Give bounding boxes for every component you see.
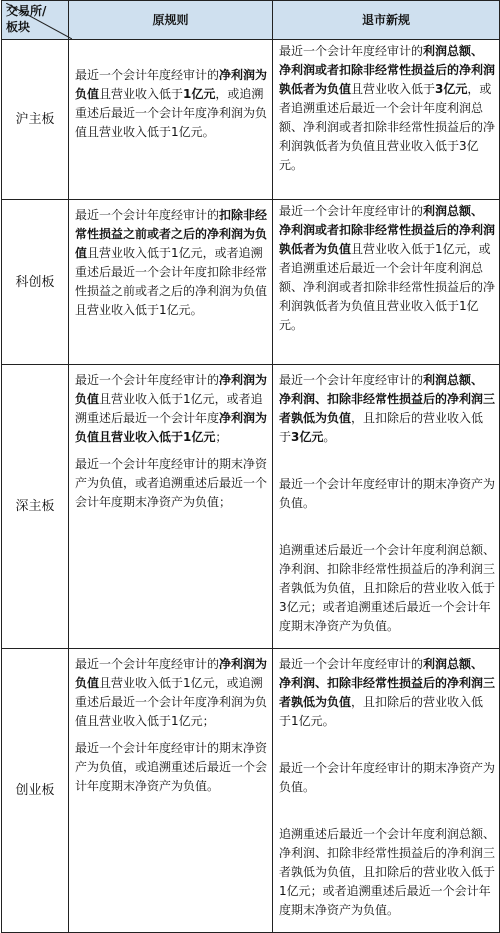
text: 追溯重述后最近一个会计年度利润总额、净利润、扣除非经常性损益后的净利润三者孰低为负值，且扣除后的营业收入低于1亿元；或者追溯重述后最近一个会计年度期末净资产为负值。 [279, 827, 496, 917]
text: ，或者追溯重述后最近一个会计年度利润总额、净利润或者扣除非经常性损益后的净利润孰低者为负值且营业收入低于3亿元。 [279, 82, 496, 172]
table-row [2, 649, 500, 933]
bold-text: 1亿元 [183, 87, 216, 101]
bold-text: 3亿元 [435, 82, 468, 96]
board-name-cell: 沪主板 [2, 40, 69, 200]
text: 最近一个会计年度经审计的 [279, 44, 424, 58]
delisting-rules-table [1, 0, 500, 933]
text: 最近一个会计年度经审计的 [75, 373, 220, 387]
rule-paragraph [279, 541, 495, 636]
bold-text: 净利润为负值且营业收入低于1亿元 [75, 411, 268, 444]
bold-text: 净利润为负值 [75, 68, 268, 101]
rule-paragraph [75, 206, 268, 320]
rule-paragraph [279, 825, 495, 920]
board-name-cell: 科创板 [2, 200, 69, 365]
table-row [2, 365, 500, 649]
bold-text: 净利润为负值 [75, 657, 268, 690]
text: 且营业收入低于1亿元，或者追溯重述后最近一个会计年度 [75, 392, 263, 425]
new-rule-cell [273, 40, 500, 200]
header-corner-top: 交易所/ [6, 4, 47, 18]
board-name-cell: 创业板 [2, 649, 69, 933]
header-row [2, 1, 500, 40]
text: 且营业收入低于1亿元，或者追溯重述后最近一个会计年度利润总额、净利润或者扣除非经常性损益后的净利润孰低者为负值且营业收入低于1亿元。 [279, 242, 496, 332]
text: 且营业收入低于1亿元，或者追溯重述后最近一个会计年度扣除非经常性损益之前或者之后的净利润为负值且营业收入低于1亿元。 [75, 246, 268, 317]
header-old-rules: 原规则 [69, 1, 273, 40]
old-rule-cell [69, 365, 273, 649]
text: 最近一个会计年度经审计的期末净资产为负值。 [279, 477, 496, 510]
rule-paragraph [75, 66, 268, 142]
bold-text: 3亿元 [291, 430, 324, 444]
text: 且营业收入低于 [99, 87, 184, 101]
rule-paragraph [279, 759, 495, 797]
new-rule-cell [273, 365, 500, 649]
text: 最近一个会计年度经审计的期末净资产为负值，或追溯重述后最近一个会计年度期末净资产为负值。 [75, 741, 268, 793]
bold-text: 利润总额、净利润或者扣除非经常性损益后的净利润孰低者为负值 [279, 44, 496, 96]
bold-text: 利润总额、净利润、扣除非经常性损益后的净利润三者孰低为负值 [279, 373, 496, 425]
header-corner-cell [2, 1, 69, 40]
bold-text: 净利润为负值 [75, 373, 268, 406]
board-name-cell: 深主板 [2, 365, 69, 649]
rule-paragraph [75, 739, 268, 796]
text: 最近一个会计年度经审计的 [75, 208, 220, 222]
text: ，或追溯重述后最近一个会计年度净利润为负值且营业收入低于1亿元。 [75, 87, 268, 139]
new-rule-cell [273, 200, 500, 365]
old-rule-cell [69, 649, 273, 933]
table-row [2, 40, 500, 200]
text: 最近一个会计年度经审计的 [75, 657, 220, 671]
text: ； [215, 430, 228, 444]
bold-text: 利润总额、净利润、扣除非经常性损益后的净利润三者孰低为负值 [279, 657, 496, 709]
old-rule-cell [69, 200, 273, 365]
text: 。 [323, 430, 336, 444]
text: ，且扣除后的营业收入低于1亿元。 [279, 695, 484, 728]
text: 最近一个会计年度经审计的 [75, 68, 220, 82]
old-rule-cell [69, 40, 273, 200]
rule-paragraph [75, 655, 268, 731]
text: 最近一个会计年度经审计的 [279, 204, 424, 218]
bold-text: 扣除非经常性损益之前或者之后的净利润为负值 [75, 208, 268, 260]
table-row [2, 200, 500, 365]
text: 最近一个会计年度经审计的 [279, 657, 424, 671]
text: 最近一个会计年度经审计的期末净资产为负值。 [279, 761, 496, 794]
text: ，且扣除后的营业收入低于 [279, 411, 484, 444]
text: 最近一个会计年度经审计的期末净资产为负值，或者追溯重述后最近一个会计年度期末净资产为负值； [75, 457, 268, 509]
text: 且营业收入低于 [351, 82, 436, 96]
rule-paragraph [279, 202, 495, 335]
text: 且营业收入低于1亿元，或追溯重述后最近一个会计年度净利润为负值且营业收入低于1亿元； [75, 676, 268, 728]
text: 追溯重述后最近一个会计年度利润总额、净利润、扣除非经常性损益后的净利润三者孰低为负值，且扣除后的营业收入低于3亿元；或者追溯重述后最近一个会计年度期末净资产为负值。 [279, 543, 496, 633]
bold-text: 利润总额、净利润或者扣除非经常性损益后的净利润孰低者为负值 [279, 204, 496, 256]
rule-paragraph [279, 475, 495, 513]
rule-paragraph [279, 42, 495, 175]
header-corner-bottom: 板块 [6, 20, 31, 34]
rule-paragraph [75, 455, 268, 512]
rule-paragraph [279, 371, 495, 447]
new-rule-cell [273, 649, 500, 933]
rule-paragraph [279, 655, 495, 731]
text: 最近一个会计年度经审计的 [279, 373, 424, 387]
header-new-rules: 退市新规 [273, 1, 500, 40]
rule-paragraph [75, 371, 268, 447]
